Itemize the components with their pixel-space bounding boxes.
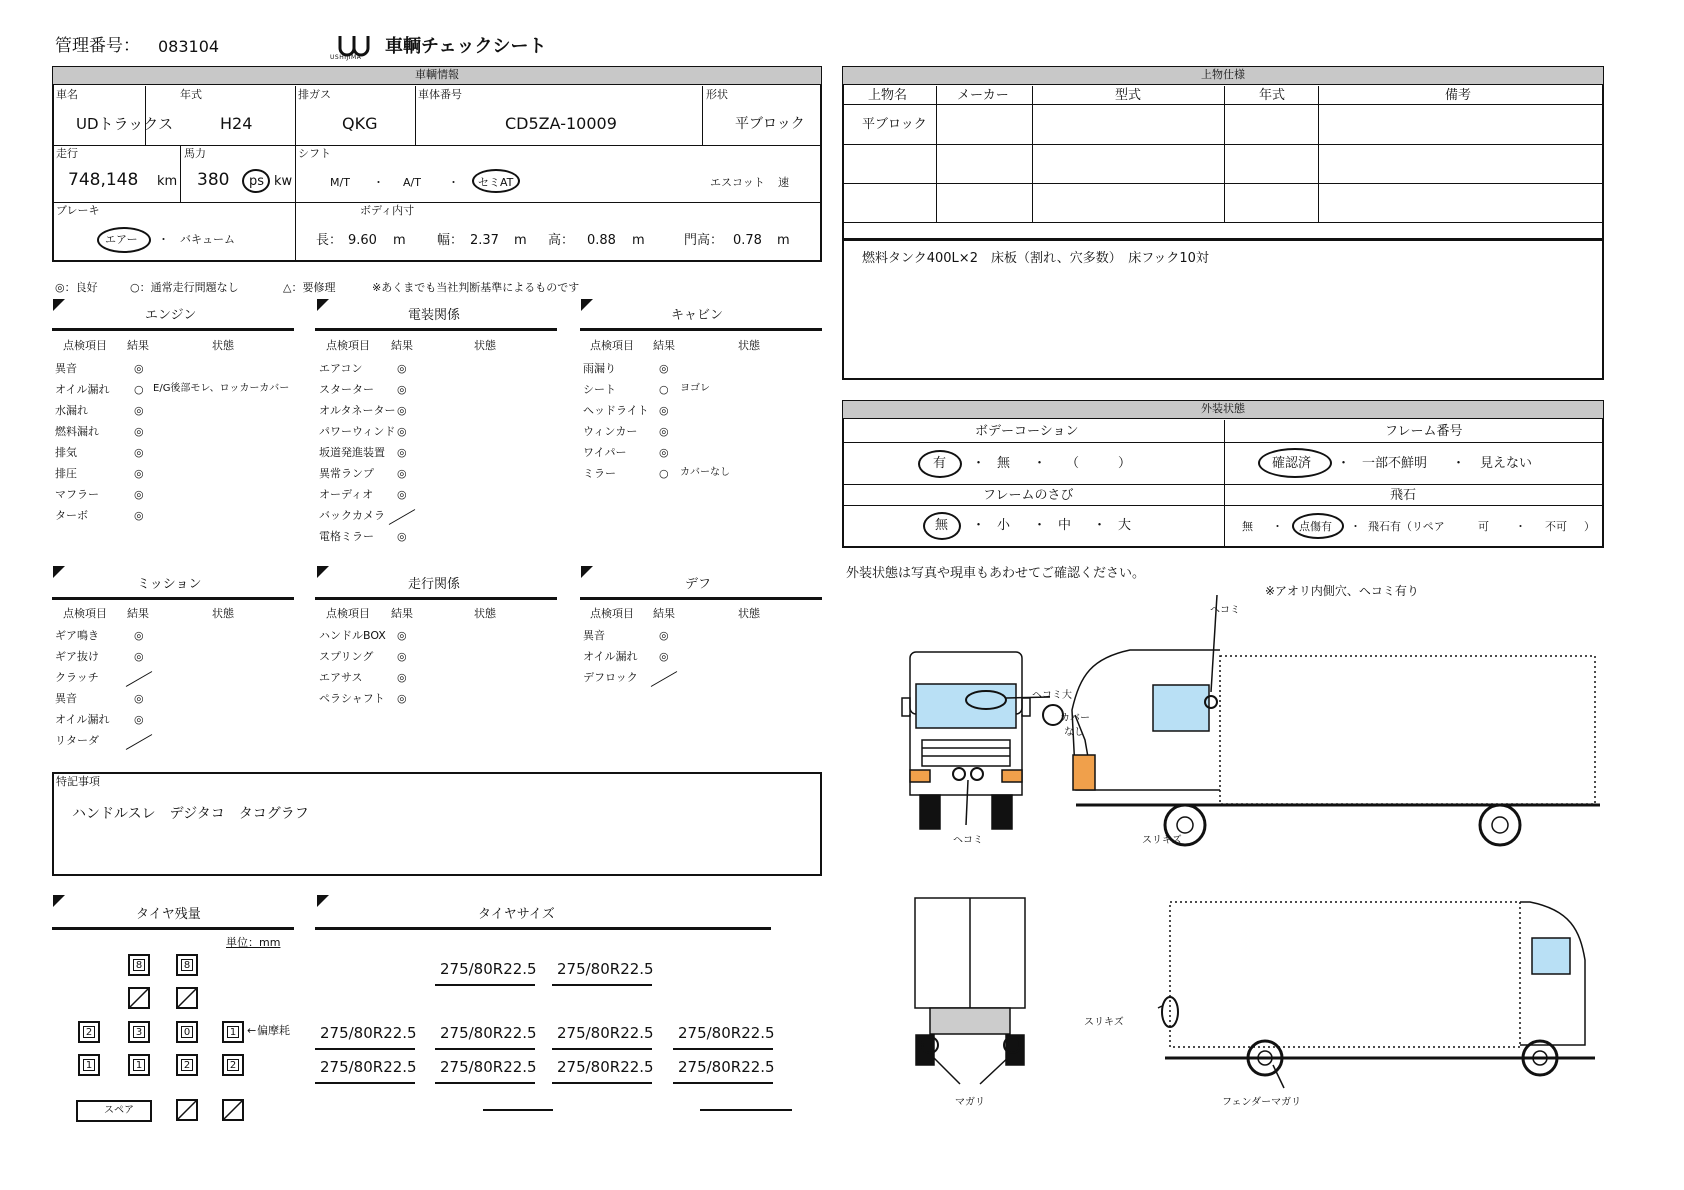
inspection-result: ◎ bbox=[134, 629, 144, 642]
tire-size-title: タイヤサイズ bbox=[478, 907, 555, 922]
width-label: 幅： bbox=[437, 233, 464, 248]
shift-semi-at: セミAT bbox=[478, 176, 514, 189]
exterior-header: 外装状態 bbox=[843, 401, 1603, 419]
section-marker-icon bbox=[317, 299, 329, 311]
col-status: 状態 bbox=[474, 339, 496, 352]
truck-front-view bbox=[902, 652, 1063, 829]
inspection-item-name: ターボ bbox=[55, 509, 88, 522]
inspection-result: ◎ bbox=[397, 425, 407, 438]
upper-spec-table bbox=[842, 66, 1604, 380]
inspection-item-name: ギア鳴き bbox=[55, 629, 99, 642]
tire-size-value: 275/80R22.5 bbox=[440, 1024, 537, 1042]
width-unit: m bbox=[514, 233, 527, 248]
inspection-item-name: スプリング bbox=[319, 650, 374, 663]
col-result: 結果 bbox=[127, 607, 149, 620]
tire-size-value: 275/80R22.5 bbox=[557, 960, 654, 978]
chassis-number: CD5ZA-10009 bbox=[505, 114, 617, 133]
inspection-item-name: オイル漏れ bbox=[55, 383, 110, 396]
bend-label: マガリ bbox=[955, 1097, 985, 1108]
label-year: 年式 bbox=[180, 88, 202, 101]
tire-size-underline bbox=[435, 1048, 535, 1050]
inspection-result: ◎ bbox=[134, 467, 144, 480]
tire-size-value: 275/80R22.5 bbox=[678, 1024, 775, 1042]
tire-remain-value: 1 bbox=[133, 1059, 145, 1071]
tire-size-value: 275/80R22.5 bbox=[557, 1058, 654, 1076]
tailgate-note: ※アオリ内側穴、ヘコミ有り bbox=[1265, 584, 1419, 598]
shape: 平ブロック bbox=[735, 116, 805, 132]
inspection-item-name: ヘッドライト bbox=[583, 404, 649, 417]
uneven-wear-arrow: ← bbox=[247, 1024, 257, 1037]
label-horsepower: 馬力 bbox=[184, 147, 206, 160]
truck-rear-view bbox=[915, 898, 1025, 1084]
inspection-item-name: ペラシャフト bbox=[319, 692, 385, 705]
inspection-result: ◎ bbox=[134, 509, 144, 522]
legend-good: ◎：良好 bbox=[55, 281, 98, 294]
inspection-result: ◎ bbox=[659, 425, 669, 438]
inspection-item-name: シート bbox=[583, 383, 616, 396]
mileage-unit: km bbox=[157, 174, 178, 189]
cover-label-1: カバー bbox=[1060, 713, 1090, 724]
emission: QKG bbox=[342, 114, 378, 133]
company-logo bbox=[330, 34, 378, 62]
col-status: 状態 bbox=[212, 339, 234, 352]
inspection-item-name: パワーウィンド bbox=[319, 425, 396, 438]
bc-yes: 有 bbox=[933, 456, 947, 471]
chip-scratch: 点傷有 bbox=[1299, 520, 1332, 533]
inspection-result: ◎ bbox=[397, 671, 407, 684]
inspection-result: ◎ bbox=[397, 467, 407, 480]
mission-title: ミッション bbox=[137, 577, 202, 592]
shift-speed: 速 bbox=[778, 176, 789, 189]
frame-number-label: フレーム番号 bbox=[1385, 424, 1463, 439]
bc-close: ） bbox=[1118, 456, 1132, 471]
inspection-item-name: 雨漏り bbox=[583, 362, 616, 375]
dot: ・ bbox=[972, 518, 986, 533]
inspection-status: ヨゴレ bbox=[680, 383, 710, 394]
tire-size-underline bbox=[673, 1048, 773, 1050]
inspection-result: ◎ bbox=[134, 404, 144, 417]
inspection-item-name: 燃料漏れ bbox=[55, 425, 99, 438]
tire-size-underline bbox=[435, 1082, 535, 1084]
chip-repair: 飛石有（リペア bbox=[1368, 520, 1445, 533]
inspection-item-name: マフラー bbox=[55, 488, 99, 501]
section-marker-icon bbox=[317, 895, 329, 907]
spare-label: スペア bbox=[104, 1105, 134, 1116]
upper-col-notes: 備考 bbox=[1445, 88, 1472, 103]
inspection-item-name: ワイパー bbox=[583, 446, 627, 459]
gate-height-label: 門高： bbox=[684, 233, 724, 248]
chip-possible: 可 bbox=[1478, 520, 1489, 533]
inspection-item-name: デフロック bbox=[583, 671, 638, 684]
label-shape: 形状 bbox=[706, 88, 728, 101]
dot: ・ bbox=[1093, 518, 1107, 533]
col-status: 状態 bbox=[738, 339, 760, 352]
inspection-result: ◎ bbox=[134, 713, 144, 726]
inspection-result: ◎ bbox=[397, 692, 407, 705]
section-marker-icon bbox=[581, 299, 593, 311]
inspection-result: ◎ bbox=[134, 692, 144, 705]
inspection-result: ◎ bbox=[134, 362, 144, 375]
tire-size-blank bbox=[700, 1109, 792, 1111]
tire-remain-value: 8 bbox=[133, 959, 145, 971]
inspection-status: E/G後部モレ、ロッカーカバー bbox=[153, 383, 290, 394]
dot: ・ bbox=[972, 456, 986, 471]
dot: ・ bbox=[1272, 520, 1283, 533]
dot: ・ bbox=[448, 176, 459, 189]
col-item: 点検項目 bbox=[326, 339, 370, 352]
length: 9.60 bbox=[348, 233, 377, 248]
dot: ・ bbox=[1033, 518, 1047, 533]
running-title: 走行関係 bbox=[408, 577, 461, 592]
upper-col-maker: メーカー bbox=[957, 88, 1009, 103]
fr-large: 大 bbox=[1118, 518, 1132, 533]
label-shift: シフト bbox=[298, 147, 331, 160]
length-label: 長： bbox=[316, 233, 343, 248]
dot: ・ bbox=[373, 176, 384, 189]
tire-size-underline bbox=[552, 1082, 652, 1084]
dent-label-top: ヘコミ bbox=[1210, 605, 1240, 616]
width: 2.37 bbox=[470, 233, 499, 248]
tire-remain-value: 2 bbox=[181, 1059, 193, 1071]
inspection-result: ◎ bbox=[397, 488, 407, 501]
tire-size-value: 275/80R22.5 bbox=[557, 1024, 654, 1042]
inspection-result: ◎ bbox=[659, 404, 669, 417]
dot: ・ bbox=[1337, 456, 1351, 471]
tire-size-value: 275/80R22.5 bbox=[678, 1058, 775, 1076]
inspection-item-name: 坂道発進装置 bbox=[319, 446, 385, 459]
truck-left-view bbox=[1158, 902, 1595, 1088]
photo-note: 外装状態は写真や現車もあわせてご確認ください。 bbox=[846, 566, 1146, 581]
col-item: 点検項目 bbox=[590, 607, 634, 620]
engine-title: エンジン bbox=[145, 308, 197, 323]
inspection-result: ○ bbox=[659, 383, 669, 396]
label-chassis: 車体番号 bbox=[418, 88, 462, 101]
inspection-result: ○ bbox=[659, 467, 669, 480]
inspection-item-name: 異音 bbox=[55, 692, 77, 705]
inspection-result: ◎ bbox=[397, 404, 407, 417]
inspection-result: ◎ bbox=[659, 650, 669, 663]
tire-size-value: 275/80R22.5 bbox=[320, 1024, 417, 1042]
dent-big-label: ヘコミ大 bbox=[1032, 690, 1072, 701]
tire-remain-value: 2 bbox=[227, 1059, 239, 1071]
tire-size-blank bbox=[483, 1109, 553, 1111]
inspection-result: ◎ bbox=[134, 425, 144, 438]
bc-open: （ bbox=[1066, 456, 1080, 471]
tire-size-underline bbox=[435, 984, 535, 986]
body-caution-label: ボデーコーション bbox=[975, 424, 1079, 439]
inspection-result: ○ bbox=[134, 383, 144, 396]
upper-col-year: 年式 bbox=[1259, 88, 1286, 103]
diff-title: デフ bbox=[685, 577, 712, 592]
col-item: 点検項目 bbox=[63, 607, 107, 620]
tire-size-underline bbox=[552, 1048, 652, 1050]
truck-side-view bbox=[1072, 595, 1600, 845]
section-marker-icon bbox=[581, 566, 593, 578]
col-status: 状態 bbox=[474, 607, 496, 620]
label-body-inner: ボディ内寸 bbox=[360, 204, 415, 217]
inspection-item-name: オーディオ bbox=[319, 488, 374, 501]
label-car-name: 車名 bbox=[56, 88, 78, 101]
col-item: 点検項目 bbox=[326, 607, 370, 620]
label-brake: ブレーキ bbox=[56, 204, 100, 217]
inspection-item-name: ハンドルBOX bbox=[319, 629, 386, 642]
horsepower: 380 bbox=[197, 170, 230, 190]
inspection-result: ◎ bbox=[659, 629, 669, 642]
frame-rust-label: フレームのさび bbox=[983, 488, 1074, 503]
col-result: 結果 bbox=[653, 607, 675, 620]
inspection-item-name: 異音 bbox=[55, 362, 77, 375]
vehicle-info-header: 車輌情報 bbox=[53, 67, 821, 85]
tire-remain-value: 2 bbox=[83, 1026, 95, 1038]
inspection-result: ◎ bbox=[397, 530, 407, 543]
mileage: 748,148 bbox=[68, 170, 139, 190]
tire-unit: 単位：mm bbox=[226, 936, 281, 949]
dot: ・ bbox=[1515, 520, 1526, 533]
col-status: 状態 bbox=[212, 607, 234, 620]
length-unit: m bbox=[393, 233, 406, 248]
brake-air: エアー bbox=[105, 233, 138, 246]
inspection-result: ◎ bbox=[134, 446, 144, 459]
height: 0.88 bbox=[587, 233, 616, 248]
dent-label-front: ヘコミ bbox=[953, 835, 983, 846]
inspection-item-name: 異音 bbox=[583, 629, 605, 642]
inspection-item-name: オイル漏れ bbox=[583, 650, 638, 663]
legend-repair: △：要修理 bbox=[283, 281, 336, 294]
tire-size-value: 275/80R22.5 bbox=[440, 960, 537, 978]
inspection-result: ◎ bbox=[397, 650, 407, 663]
inspection-result: ◎ bbox=[134, 488, 144, 501]
upper-spec-header: 上物仕様 bbox=[843, 67, 1603, 85]
management-number: 083104 bbox=[158, 37, 220, 56]
col-result: 結果 bbox=[391, 339, 413, 352]
remarks-text: ハンドルスレ デジタコ タコグラフ bbox=[72, 806, 309, 822]
logo-text: USHIJIMA bbox=[330, 54, 362, 61]
brake-vacuum: バキューム bbox=[180, 233, 235, 246]
tire-size-underline bbox=[315, 1048, 415, 1050]
shift-at: A/T bbox=[403, 176, 421, 189]
management-number-label: 管理番号： bbox=[55, 36, 140, 56]
inspection-item-name: ギア抜け bbox=[55, 650, 99, 663]
chip-none: 無 bbox=[1242, 520, 1253, 533]
col-item: 点検項目 bbox=[590, 339, 634, 352]
chip-impossible: 不可 bbox=[1545, 520, 1567, 533]
cover-label-2: なし bbox=[1064, 727, 1084, 738]
uneven-wear-note: 偏摩耗 bbox=[257, 1024, 290, 1037]
col-result: 結果 bbox=[127, 339, 149, 352]
unit-ps: ps bbox=[249, 174, 265, 189]
col-result: 結果 bbox=[391, 607, 413, 620]
fr-small: 小 bbox=[997, 518, 1011, 533]
tire-remain-value: 1 bbox=[227, 1026, 239, 1038]
inspection-item-name: オイル漏れ bbox=[55, 713, 110, 726]
section-marker-icon bbox=[317, 566, 329, 578]
tire-size-underline bbox=[673, 1082, 773, 1084]
cabin-title: キャビン bbox=[671, 308, 724, 323]
tire-remain-value: 0 bbox=[181, 1026, 193, 1038]
tire-size-value: 275/80R22.5 bbox=[440, 1058, 537, 1076]
tire-remain-value: 3 bbox=[133, 1026, 145, 1038]
dot: ・ bbox=[158, 233, 169, 246]
inspection-result: ◎ bbox=[397, 362, 407, 375]
scratch-label-side: スリキズ bbox=[1142, 835, 1182, 846]
fr-none: 無 bbox=[935, 518, 949, 533]
inspection-item-name: 排気 bbox=[55, 446, 77, 459]
gate-height-unit: m bbox=[777, 233, 790, 248]
fender-bend-label: フェンダーマガリ bbox=[1222, 1097, 1302, 1108]
inspection-na-slash bbox=[651, 671, 677, 687]
legend-note: ※あくまでも当社判断基準によるものです bbox=[372, 281, 580, 294]
page-title: 車輌チェックシート bbox=[385, 36, 547, 57]
height-label: 高： bbox=[548, 233, 575, 248]
col-item: 点検項目 bbox=[63, 339, 107, 352]
label-mileage: 走行 bbox=[56, 147, 78, 160]
dot: ・ bbox=[1350, 520, 1361, 533]
shift-escot: エスコット bbox=[710, 176, 765, 189]
chip-label: 飛石 bbox=[1390, 488, 1417, 503]
col-result: 結果 bbox=[653, 339, 675, 352]
upper-col-name: 上物名 bbox=[868, 88, 908, 103]
gate-height: 0.78 bbox=[733, 233, 762, 248]
col-status: 状態 bbox=[738, 607, 760, 620]
inspection-item-name: エアサス bbox=[319, 671, 363, 684]
inspection-item-name: 電格ミラー bbox=[319, 530, 374, 543]
inspection-result: ◎ bbox=[397, 446, 407, 459]
tire-box-slashes bbox=[0, 0, 300, 1190]
inspection-result: ◎ bbox=[659, 446, 669, 459]
inspection-item-name: エアコン bbox=[319, 362, 363, 375]
inspection-item-name: 水漏れ bbox=[55, 404, 88, 417]
car-name: UDトラックス bbox=[76, 115, 174, 133]
dot: ・ bbox=[1452, 456, 1466, 471]
inspection-item-name: オルタネーター bbox=[319, 404, 396, 417]
shift-mt: M/T bbox=[330, 176, 350, 189]
inspection-item-name: ウィンカー bbox=[583, 425, 638, 438]
inspection-result: ◎ bbox=[397, 629, 407, 642]
bc-no: 無 bbox=[997, 456, 1011, 471]
inspection-result: ◎ bbox=[659, 362, 669, 375]
truck-diagrams bbox=[880, 580, 1680, 1120]
tire-size-underline bbox=[552, 984, 652, 986]
inspection-status: カバーなし bbox=[680, 467, 730, 478]
scratch-label-left: スリキズ bbox=[1084, 1017, 1124, 1028]
fn-invisible: 見えない bbox=[1480, 456, 1533, 471]
tire-remain-value: 1 bbox=[83, 1059, 95, 1071]
label-emission: 排ガス bbox=[298, 88, 331, 101]
inspection-item-name: リターダ bbox=[55, 734, 99, 747]
dot: ・ bbox=[1033, 456, 1047, 471]
tire-remain-value: 8 bbox=[181, 959, 193, 971]
unit-kw: kw bbox=[274, 174, 293, 189]
inspection-item-name: スターター bbox=[319, 383, 374, 396]
inspection-item-name: 排圧 bbox=[55, 467, 77, 480]
tire-size-underline bbox=[315, 1082, 415, 1084]
height-unit: m bbox=[632, 233, 645, 248]
inspection-result: ◎ bbox=[134, 650, 144, 663]
fr-medium: 中 bbox=[1058, 518, 1072, 533]
inspection-result: ◎ bbox=[397, 383, 407, 396]
inspection-na-slash bbox=[389, 509, 415, 525]
inspection-item-name: ミラー bbox=[583, 467, 616, 480]
year: H24 bbox=[220, 114, 253, 133]
tire-size-value: 275/80R22.5 bbox=[320, 1058, 417, 1076]
tire-remain-title: タイヤ残量 bbox=[136, 907, 201, 922]
upper-row1-name: 平ブロック bbox=[862, 117, 927, 132]
chip-close: ） bbox=[1584, 520, 1595, 533]
electric-title: 電装関係 bbox=[408, 308, 461, 323]
upper-notes: 燃料タンク400L×2 床板（割れ、穴多数） 床フック10対 bbox=[862, 251, 1209, 266]
fn-confirmed: 確認済 bbox=[1272, 456, 1312, 471]
upper-col-model: 型式 bbox=[1115, 88, 1142, 103]
fn-partial: 一部不鮮明 bbox=[1362, 456, 1428, 471]
inspection-item-name: 異常ランプ bbox=[319, 467, 374, 480]
inspection-item-name: バックカメラ bbox=[319, 509, 385, 522]
remarks-label: 特記事項 bbox=[56, 775, 100, 788]
legend-ok: ○：通常走行問題なし bbox=[130, 281, 239, 294]
inspection-item-name: クラッチ bbox=[55, 671, 99, 684]
